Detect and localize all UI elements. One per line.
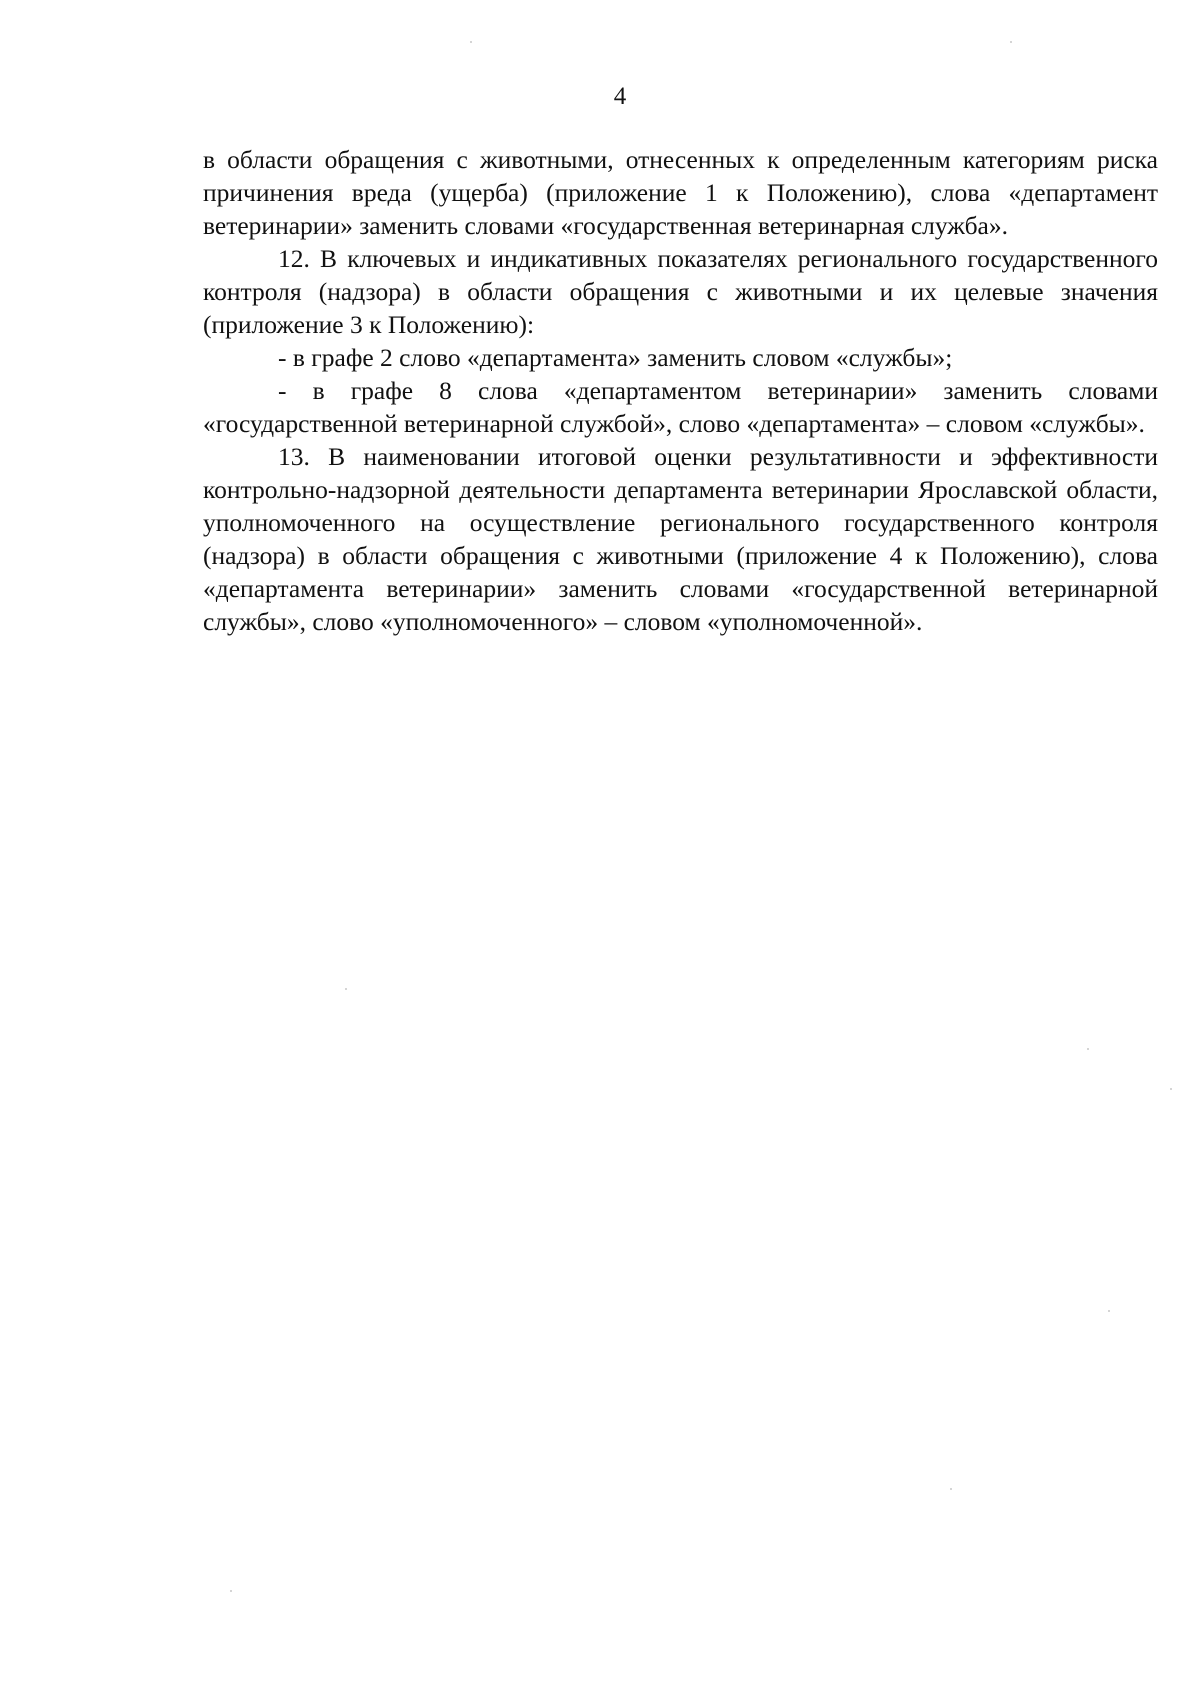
paragraph-number: 12. [278,244,310,273]
document-body [203,143,1158,638]
list-dash: - [278,376,287,405]
paragraph-text: В наименовании итоговой оценки результативности и эффективности контрольно-надзорной деятельности департамента ветеринарии Ярославской области, уполномоченного на осуществление регионального государственного контроля (надзора) в области обращения с животными (приложение 4 к Положению), слова «департамента ветеринарии» заменить словами «государственной ветеринарной службы», слово «уполномоченного» – словом «уполномоченной». [203,442,1159,636]
paragraph-subitem-graph-8 [203,374,1158,440]
paragraph-continuation [203,143,1158,242]
scan-speck [950,1488,952,1490]
scan-speck [1108,1310,1110,1312]
paragraph-item-13 [203,440,1158,638]
paragraph-subitem-graph-2 [203,341,1158,374]
scan-speck [1087,1048,1089,1050]
page-number: 4 [613,83,627,110]
scan-speck [1170,1088,1172,1090]
paragraph-text: В ключевых и индикативных показателях регионального государственного контроля (надзора) в области обращения с животными и их целевые значения (приложение 3 к Положению): [203,244,1158,339]
paragraph-text: в области обращения с животными, отнесенных к определенным категориям риска причинения вреда (ущерба) (приложение 1 к Положению), слова «департамент ветеринарии» заменить словами «государственная ветеринарная служба». [203,145,1158,240]
paragraph-item-12 [203,242,1158,341]
scan-speck [345,988,347,990]
paragraph-text: в графе 8 слова «департаментом ветеринарии» заменить словами «государственной ветеринарной службой», слово «департамента» – словом «службы». [203,376,1158,438]
paragraph-number: 13. [278,442,310,471]
paragraph-text: в графе 2 слово «департамента» заменить словом «службы»; [292,343,953,372]
scan-speck [230,1590,232,1592]
scan-speck [470,41,472,43]
scan-speck [1010,41,1012,43]
list-dash: - [278,343,287,372]
